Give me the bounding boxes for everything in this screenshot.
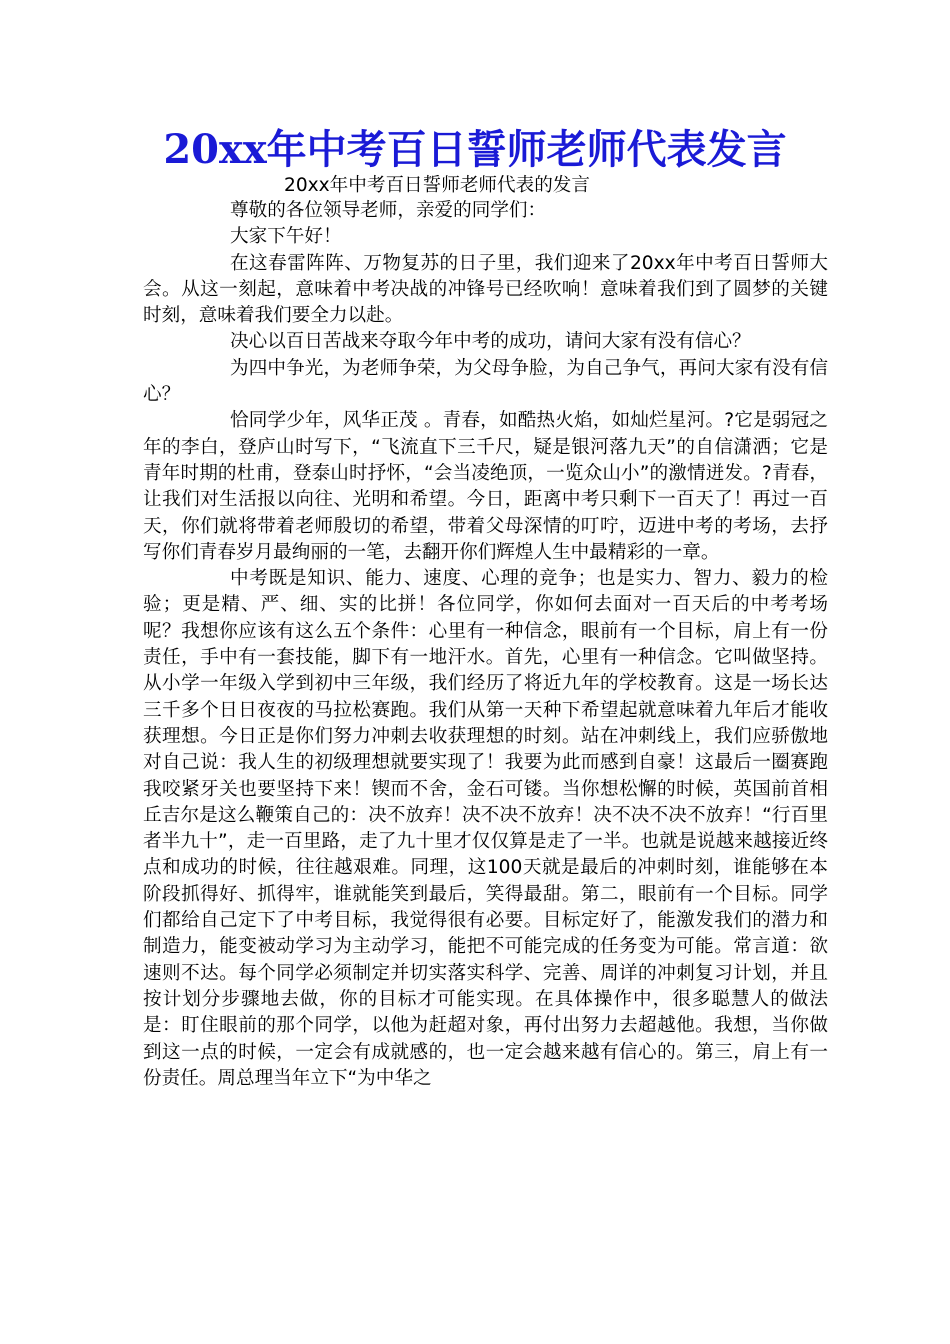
salutation-paragraph: 尊敬的各位领导老师，亲爱的同学们： bbox=[230, 200, 547, 221]
greeting-paragraph: 大家下午好！ bbox=[230, 226, 342, 248]
body-paragraph: 决心以百日苦战来夺取今年中考的成功，请问大家有没有信心？ bbox=[230, 331, 751, 353]
document-subtitle: 20xx年中考百日誓师老师代表的发言 bbox=[284, 175, 590, 196]
document-body bbox=[143, 198, 828, 1092]
document-title: 20xx年中考百日誓师老师代表发言 bbox=[163, 126, 787, 173]
body-paragraph: 恰同学少年，风华正茂 。青春，如酷热火焰，如灿烂星河。?它是弱冠之年的李白，登庐山时写下，“飞流直下三千尺，疑是银河落九天”的自信潇洒；它是青年时期的杜甫，登泰山时抒怀，“会当凌绝顶，一览众山小”的激情迸发。?青春，让我们对生活报以向往、光明和希望。今日，距离中考只剩下一百天了！再过一百天，你们就将带着老师殷切的希望，带着父母深情的叮咛，迈进中考的考场，去抒写你们青春岁月最绚丽的一笔，去翻开你们辉煌人生中最精彩的一章。 bbox=[143, 410, 828, 563]
body-paragraph: 中考既是知识、能力、速度、心理的竞争；也是实力、智力、毅力的检验；更是精、严、细、实的比拼！各位同学，你如何去面对一百天后的中考考场呢？我想你应该有这么五个条件：心里有一种信念，眼前有一个目标，肩上有一份责任，手中有一套技能，脚下有一地汗水。首先，心里有一种信念。它叫做坚持。从小学一年级入学到初中三年级，我们经历了将近九年的学校教育。这是一场长达三千多个日日夜夜的马拉松赛跑。我们从第一天种下希望起就意味着九年后才能收获理想。今日正是你们努力冲刺去收获理想的时刻。站在冲刺线上，我们应骄傲地对自己说：我人生的初级理想就要实现了！我要为此而感到自豪！这最后一圈赛跑我咬紧牙关也要坚持下来！锲而不舍，金石可镂。当你想松懈的时候，英国前首相丘吉尔是这么鞭策自己的：决不放弃！决不决不放弃！决不决不决不放弃！“行百里者半九十”，走一百里路，走了九十里才仅仅算是走了一半。也就是说越来越接近终点和成功的时候，往往越艰难。同理，这100天就是最后的冲刺时刻，谁能够在本阶段抓得好、抓得牢，谁就能笑到最后，笑得最甜。第二，眼前有一个目标。同学们都给自己定下了中考目标，我觉得很有必要。目标定好了，能激发我们的潜力和制造力，能变被动学习为主动学习，能把不可能完成的任务变为可能。常言道：欲速则不达。每个同学必须制定并切实落实科学、完善、周详的冲刺复习计划，并且按计划分步骤地去做，你的目标才可能实现。在具体操作中，很多聪慧人的做法是：盯住眼前的那个同学，以他为赶超对象，再付出努力去超越他。我想，当你做到这一点的时候，一定会有成就感的，也一定会越来越有信心的。第三，肩上有一份责任。周总理当年立下“为中华之 bbox=[143, 568, 828, 1089]
body-paragraph: 在这春雷阵阵、万物复苏的日子里，我们迎来了20xx年中考百日誓师大会。从这一刻起，意味着中考决战的冲锋号已经吹响！意味着我们到了圆梦的关键时刻，意味着我们要全力以赴。 bbox=[143, 252, 828, 327]
body-paragraph: 为四中争光，为老师争荣，为父母争脸，为自己争气，再问大家有没有信心？ bbox=[143, 357, 828, 406]
